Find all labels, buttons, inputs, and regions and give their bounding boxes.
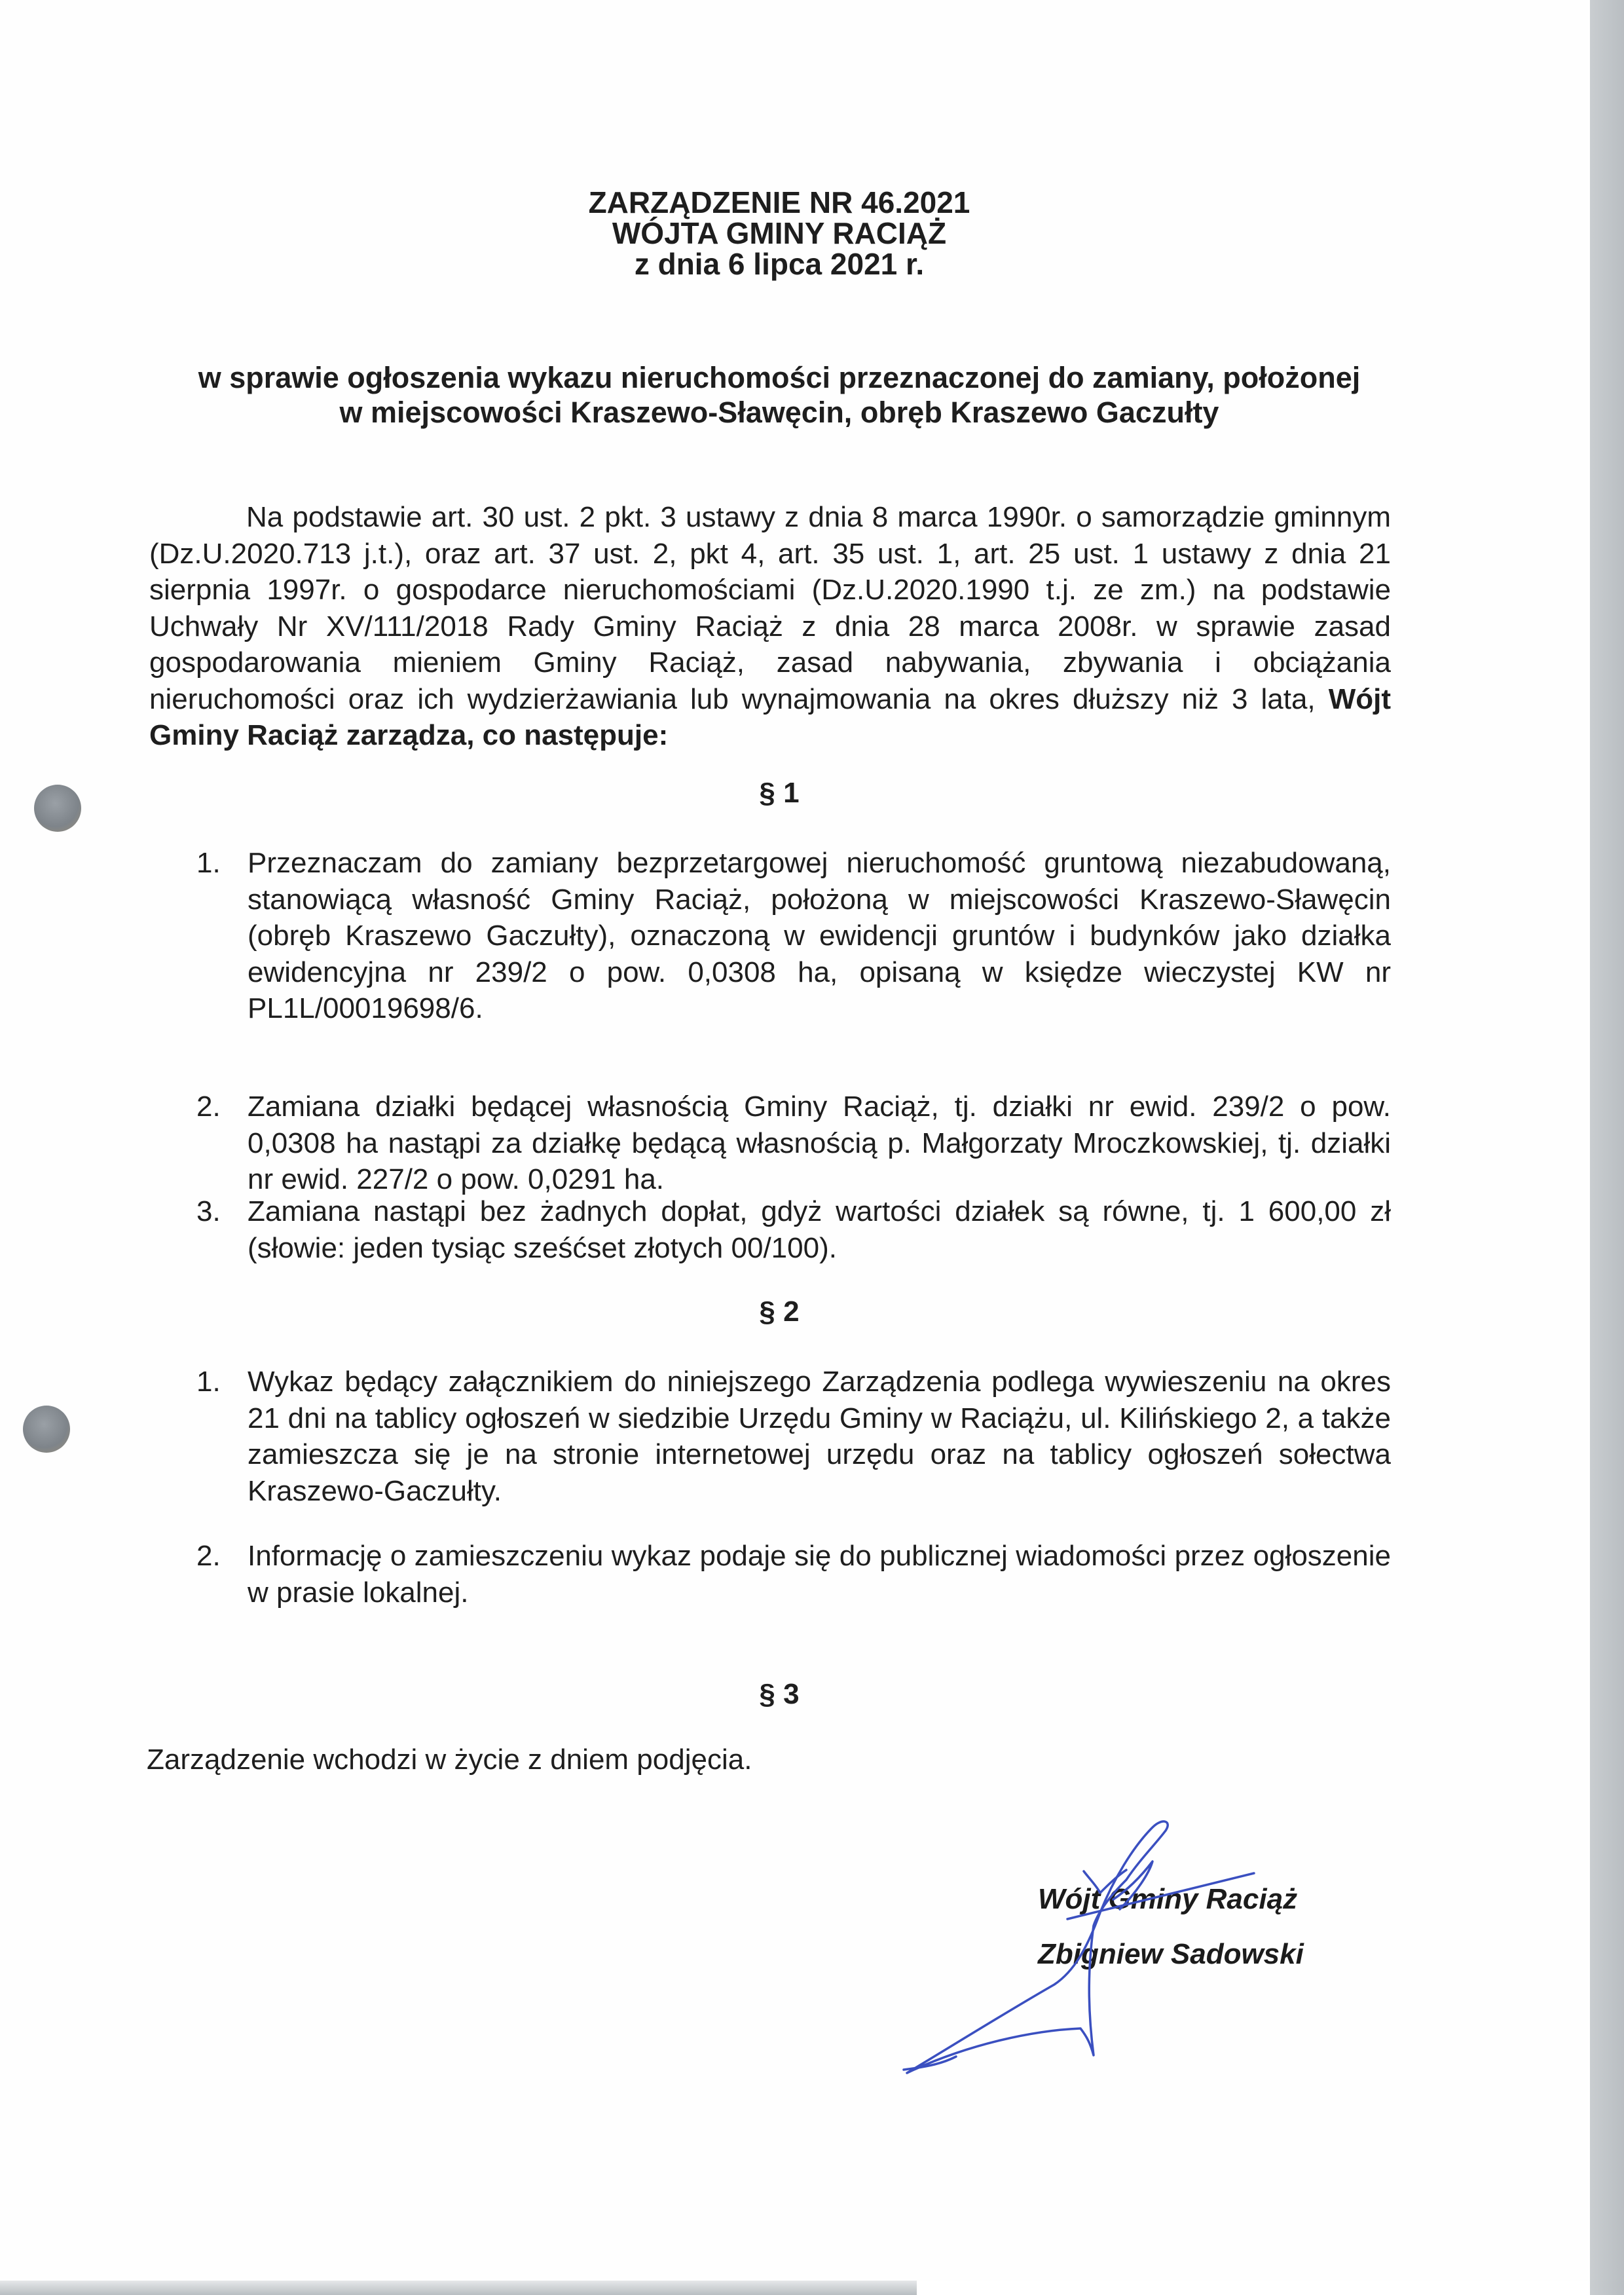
section-2-item-2 — [196, 1538, 1391, 1611]
scan-edge-right — [1590, 0, 1624, 2295]
title-line-3: z dnia 6 lipca 2021 r. — [634, 247, 925, 281]
preamble — [149, 499, 1391, 754]
item-text: Wykaz będący załącznikiem do niniejszego Zarządzenia podlega wywieszeniu na okres 21 dni na tablicy ogłoszeń w siedzibie Urzędu Gminy w Raciążu, ul. Kilińskiego 2, a także zamieszcza się je na stronie internetowej urzędu oraz na tablicy ogłoszeń sołectwa Kraszewo-Gaczułty. — [248, 1366, 1391, 1507]
section-heading-3: § 3 — [759, 1678, 800, 1710]
section-heading-1: § 1 — [759, 777, 800, 809]
item-number: 1. — [196, 847, 221, 879]
item-text: Zamiana działki będącej własnością Gminy Raciąż, tj. działki nr ewid. 239/2 o pow. 0,0308 ha nastąpi za działkę będącą własnością p. Małgorzaty Mroczkowskiej, tj. działki nr ewid. 227/2 o pow. 0,0291 ha. — [248, 1091, 1391, 1195]
section-heading-2: § 2 — [759, 1296, 800, 1328]
document-subject — [0, 360, 1559, 430]
item-number: 2. — [196, 1540, 221, 1572]
item-text: Zamiana nastąpi bez żadnych dopłat, gdyż wartości działek są równe, tj. 1 600,00 zł (słowie: jeden tysiąc sześćset złotych 00/100). — [248, 1195, 1391, 1264]
item-number: 2. — [196, 1091, 221, 1123]
closing-statement: Zarządzenie wchodzi w życie z dniem podjęcia. — [147, 1744, 752, 1776]
punch-hole-bottom — [23, 1406, 70, 1453]
item-number: 1. — [196, 1366, 221, 1398]
section-1-item-3 — [196, 1193, 1391, 1266]
document-title — [0, 187, 1559, 280]
signatory-name: Zbigniew Sadowski — [1038, 1938, 1304, 1970]
scan-edge-bottom — [0, 2281, 917, 2295]
section-1-item-1 — [196, 845, 1391, 1027]
subject-line-2: w miejscowości Kraszewo-Sławęcin, obręb Kraszewo Gaczułty — [339, 396, 1219, 429]
signatory-title: Wójt Gminy Raciąż — [1038, 1883, 1298, 1915]
handwritten-signature-icon — [891, 1808, 1388, 2096]
preamble-text: Na podstawie art. 30 ust. 2 pkt. 3 ustawy z dnia 8 marca 1990r. o samorządzie gminnym (Dz.U.2020.713 j.t.), oraz art. 37 ust. 2, pkt 4, art. 35 ust. 1, art. 25 ust. 1 ustawy z dnia 21 sierpnia 1997r. o gospodarce nieruchomościami (Dz.U.2020.1990 t.j. ze zm.) na podstawie Uchwały Nr XV/111/2018 Rady Gminy Raciąż z dnia 28 marca 2008r. w sprawie zasad gospodarowania mieniem Gminy Raciąż, zasad nabywania, zbywania i obciążania nieruchomości oraz ich wydzierżawiania lub wynajmowania na okres dłuższy niż 3 lata, — [149, 501, 1391, 715]
item-number: 3. — [196, 1195, 221, 1227]
section-1-item-2 — [196, 1089, 1391, 1198]
item-text: Przeznaczam do zamiany bezprzetargowej nieruchomość gruntową niezabudowaną, stanowiącą własność Gminy Raciąż, położoną w miejscowości Kraszewo-Sławęcin (obręb Kraszewo Gaczułty), oznaczoną w ewidencji gruntów i budynków jako działka ewidencyjna nr 239/2 o pow. 0,0308 ha, opisaną w księdze wieczystej KW nr PL1L/00019698/6. — [248, 847, 1391, 1024]
preamble-bold-clause: Wójt Gminy Raciąż zarządza, co następuje: — [149, 682, 1391, 751]
subject-line-1: w sprawie ogłoszenia wykazu nieruchomości przeznaczonej do zamiany, położonej — [198, 361, 1361, 394]
title-line-1: ZARZĄDZENIE NR 46.2021 — [588, 185, 970, 219]
title-line-2: WÓJTA GMINY RACIĄŻ — [612, 216, 947, 250]
item-text: Informację o zamieszczeniu wykaz podaje się do publicznej wiadomości przez ogłoszenie w prasie lokalnej. — [248, 1540, 1391, 1609]
section-2-item-1 — [196, 1364, 1391, 1509]
